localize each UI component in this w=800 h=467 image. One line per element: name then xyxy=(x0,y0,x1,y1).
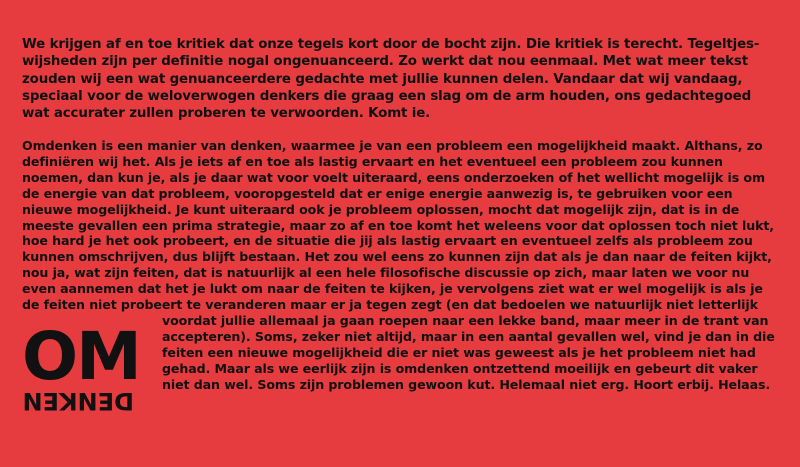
body-line: nou ja, wat zijn feiten, dat is natuurlijk al een hele filosofische discussie op zich, maar laten we voor nu xyxy=(22,265,750,281)
intro-line: We krijgen af en toe kritiek dat onze tegels kort door de bocht zijn. Die kritiek is terecht. Tegeltjes- xyxy=(22,37,760,52)
body-line: kunnen omschrijven, dus blijft bestaan. Het zou wel eens zo kunnen zijn dat als je dan naar de feiten kijkt, xyxy=(22,249,772,265)
intro-line: speciaal voor de weloverwogen denkers die graag een slag om de arm houden, ons gedachtegoed xyxy=(22,88,752,104)
body-line-indented: accepteren). Soms, zeker niet altijd, maar in een aantal gevallen wel, vind je dan in die xyxy=(162,328,775,344)
body-line-indented: voordat jullie allemaal ja gaan roepen naar een lekke band, maar meer in de trant van xyxy=(162,312,769,328)
body-line: nieuwe mogelijkheid. Je kunt uiteraard ook je probleem oplossen, mocht dat mogelijk zijn, dat is in de xyxy=(22,201,740,217)
body-line: definiëren wij het. Als je iets af en toe als lastig ervaart en het eventueel een probleem zou kunnen xyxy=(22,153,723,169)
body-line: hoe hard je het ook probeert, en de situatie die jij als lastig ervaart en eventueel zelfs als probleem zou xyxy=(22,233,753,249)
logo-denken-text: DENKEN xyxy=(22,387,134,415)
logo-om-text: OM xyxy=(22,318,140,395)
intro-line: zouden wij een wat genuanceerdere gedachte met jullie kunnen delen. Vandaar dat wij vandaag, xyxy=(22,71,743,87)
body-line: de feiten niet probeert te veranderen maar er ja tegen zegt (en dat bedoelen we natuurlijk niet letterlijk xyxy=(22,297,758,313)
body-line-indented: gehad. Maar als we eerlijk zijn is omdenken ontzettend moeilijk en gebeurt dit vaker xyxy=(162,360,758,376)
intro-paragraph xyxy=(22,36,782,122)
body-line-indented: feiten een nieuwe mogelijkheid die er niet was geweest als je het probleem niet had xyxy=(162,344,756,360)
body-line: meeste gevallen een prima strategie, maar zo af en toe komt het weleens voor dat oplossen toch niet lukt, xyxy=(22,217,774,233)
body-line: de energie van dat probleem, vooropgesteld dat er enige energie aanwezig is, te gebruiken voor een xyxy=(22,185,733,201)
body-line: Omdenken is een manier van denken, waarmee je van een probleem een mogelijkheid maakt. Althans, zo xyxy=(22,138,763,153)
intro-line: wijsheden zijn per definitie nogal ongenuanceerd. Zo werkt dat nou eenmaal. Met wat meer tekst xyxy=(22,54,748,70)
body-line-indented: niet dan wel. Soms zijn problemen gewoon kut. Helemaal niet erg. Hoort erbij. Helaas. xyxy=(162,376,771,392)
body-line: noemen, dan kun je, als je daar wat voor voelt uiteraard, eens onderzoeken of het wellicht mogelijk is om xyxy=(22,169,765,185)
body-line: even aannemen dat het je lukt om naar de feiten te kijken, je vervolgens ziet wat er wel mogelijk is als je xyxy=(22,281,763,297)
omdenken-logo xyxy=(22,318,142,418)
intro-line: wat accurater zullen proberen te verwoorden. Komt ie. xyxy=(22,106,431,122)
